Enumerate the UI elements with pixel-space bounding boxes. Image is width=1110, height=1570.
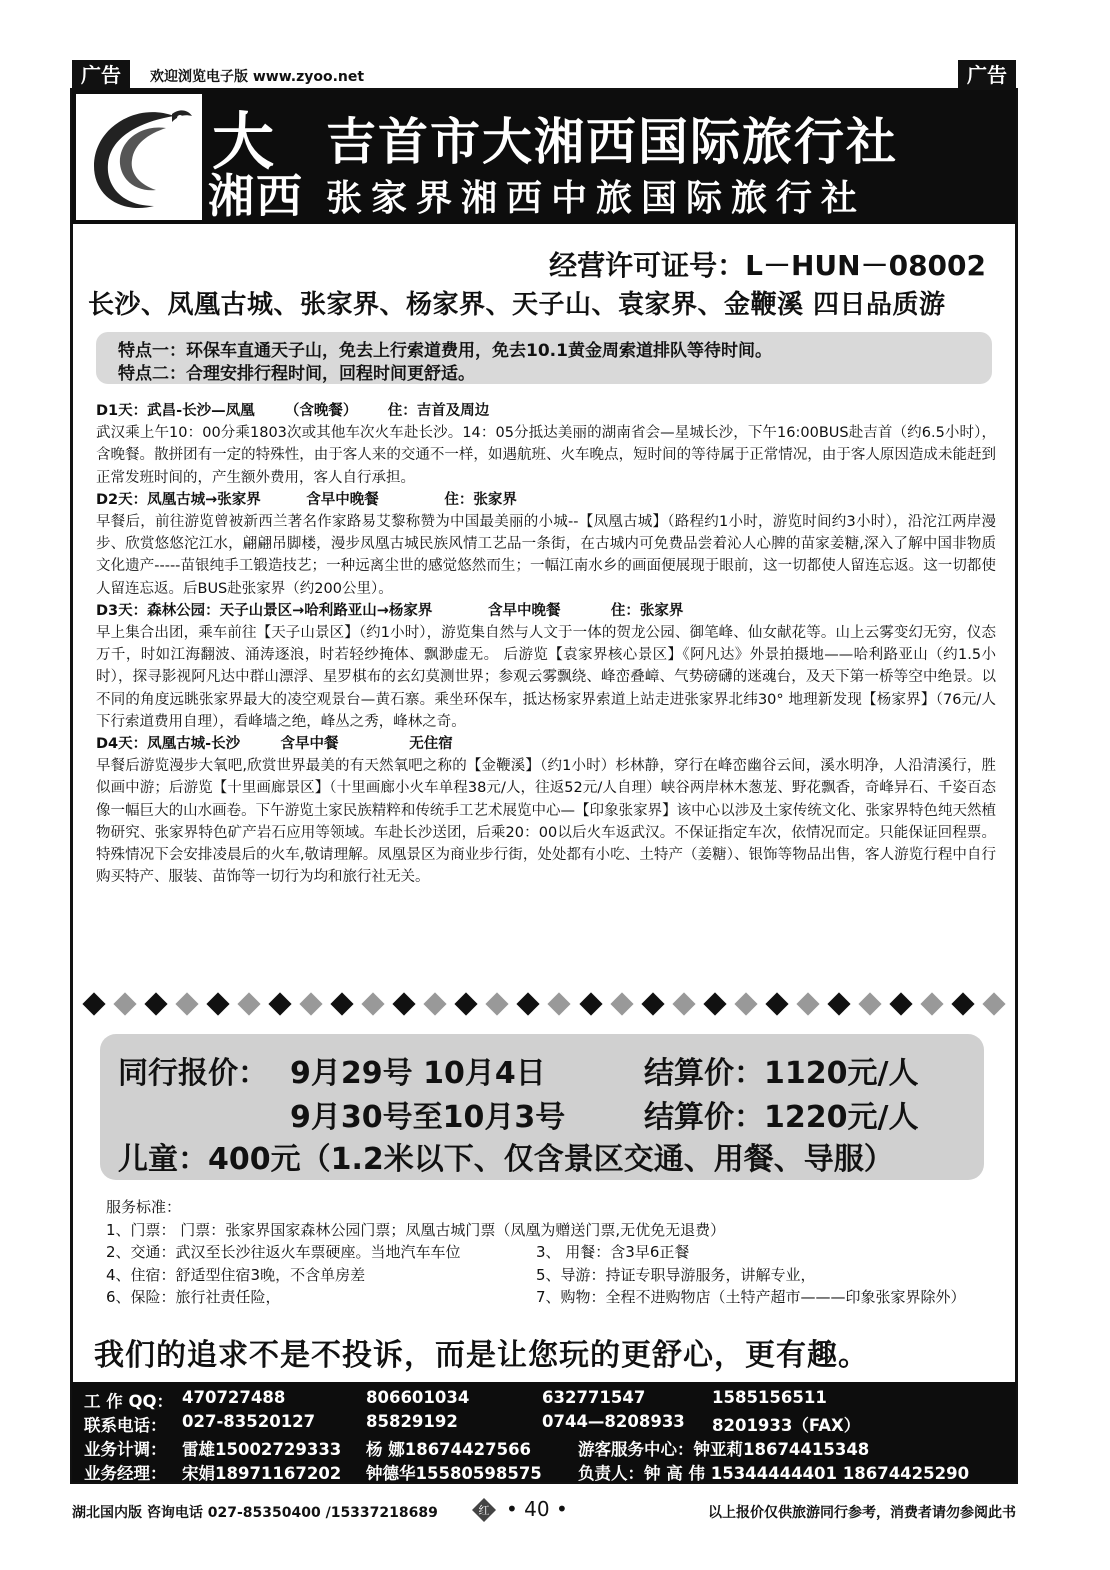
diamond-icon	[858, 992, 881, 1015]
features-box	[96, 332, 992, 384]
day-2-body: 早餐后，前往游览曾被新西兰著名作家路易艾黎称赞为中国最美丽的小城--【凤凰古城】（路程约1小时，游览时间约3小时），沿沱江两岸漫步、欣赏悠悠沱江水，翩翩吊脚楼，漫步凤凰古城民族风情工艺品一条街，在古城内可免费品尝着沁人心脾的苗家姜糖,深入了解中国非物质文化遗产-----苗银纯手工锻造技艺；一种远离尘世的感觉悠然而生；一幅江南水乡的画面便展现于眼前，这一切都使人留连忘返。这一切都使人留连忘返。后BUS赴张家界（约200公里）。	[96, 514, 996, 597]
tel-number[interactable]: 85829192	[366, 1412, 458, 1431]
contact-block	[72, 1382, 1016, 1482]
manager-contact[interactable]: 钟德华15580598575	[366, 1464, 542, 1483]
diamond-icon	[393, 992, 416, 1015]
diamond-divider	[84, 992, 1004, 1016]
diamond-icon	[610, 992, 633, 1015]
feature-1: 特点一：环保车直通天子山，免去上行索道费用，免去10.1黄金周索道排队等待时间。	[118, 341, 772, 361]
plan-label: 业务计调：	[84, 1440, 167, 1459]
service-item: 6、保险：旅行社责任险， 7、购物：全程不进购物店（土特产超市———印象张家界除外）	[106, 1288, 966, 1306]
day-1-body: 武汉乘上午10：00分乘1803次或其他车次火车赴长沙。14：05分抵达美丽的湖南省会—星城长沙，下午16:00BUS赴吉首（约6.5小时），含晚餐。散拼团有一定的特殊性，由于客人来的交通不一样，如遇航班、火车晚点，短时间的等待属于正常情况，由于客人原因造成未能赶到正常发班时间的，产生额外费用，客人自行承担。	[96, 425, 996, 486]
pricing-date-2: 9月30号至10月3号	[290, 1100, 566, 1135]
itinerary	[96, 400, 996, 888]
planner-contact[interactable]: 雷雄15002729333	[182, 1440, 342, 1459]
diamond-icon	[144, 992, 167, 1015]
manager-contact[interactable]: 宋娟18971167202	[182, 1464, 342, 1483]
diamond-icon	[424, 992, 447, 1015]
service-center-contact[interactable]: 游客服务中心：钟亚莉18674415348	[578, 1440, 870, 1459]
diamond-icon	[175, 992, 198, 1015]
agency-name-2: 张家界湘西中旅国际旅行社	[326, 178, 867, 219]
diamond-icon	[486, 992, 509, 1015]
seal-icon	[472, 1498, 496, 1522]
head-contact[interactable]: 负责人：钟 高 伟 15344444401 18674425290	[578, 1464, 970, 1483]
diamond-icon	[238, 992, 261, 1015]
pricing-price-1: 结算价：1120元/人	[644, 1056, 919, 1091]
logo-character-small: 湘西	[208, 169, 304, 223]
diamond-icon	[672, 992, 695, 1015]
diamond-icon	[207, 992, 230, 1015]
welcome-text[interactable]: 欢迎浏览电子版 www.zyoo.net	[150, 69, 365, 85]
pricing-label: 同行报价：	[118, 1056, 268, 1091]
pricing-child: 儿童：400元（1.2米以下、仅含景区交通、用餐、导服）	[118, 1142, 894, 1177]
agency-name-1: 吉首市大湘西国际旅行社	[326, 113, 898, 171]
pricing-date-1: 9月29号 10月4日	[290, 1056, 546, 1091]
diamond-icon	[455, 992, 478, 1015]
day-3-body: 早上集合出团，乘车前往【天子山景区】（约1小时），游览集自然与人文于一体的贺龙公园、御笔峰、仙女献花等。山上云雾变幻无穷，仪态万千，时如江海翻波、涌涛逐浪，时若轻纱掩体、飘渺虚无。 后游览【袁家界核心景区】《阿凡达》外景拍摄地——哈利路亚山（约1.5小时），探寻影视阿凡达中群山漂浮、星罗棋布的玄幻莫测世界；参观云雾飘绕、峰峦叠嶂、气势磅礴的迷魂台，及天下第一桥等空中绝景。以不同的角度远眺张家界最大的凌空观景台—黄石寨。乘坐环保车，抵达杨家界索道上站走进张家界北纬30° 地理新发现【杨家界】（76元/人下行索道费用自理），看峰墙之绝，峰丛之秀，峰林之奇。	[96, 625, 996, 730]
footer-right: 以上报价仅供旅游同行参考，消费者请勿参阅此书	[708, 1505, 1016, 1521]
qq-number[interactable]: 470727488	[182, 1388, 286, 1407]
ad-tag-left: 广告	[72, 60, 130, 90]
diamond-icon	[82, 992, 105, 1015]
logo-character-big: 大	[212, 105, 275, 178]
diamond-icon	[113, 992, 136, 1015]
qq-label: 工 作 QQ：	[84, 1392, 174, 1411]
diamond-icon	[889, 992, 912, 1015]
qq-number[interactable]: 806601034	[366, 1388, 470, 1407]
day-4-body: 早餐后游览漫步大氧吧,欣赏世界最美的有天然氧吧之称的【金鞭溪】（约1小时）杉林静，穿行在峰峦幽谷云间，溪水明净，人沿清溪行，胜似画中游；后游览【十里画廊景区】（十里画廊小火车单程38元/人，往返52元/人自理）峡谷两岸林木葱茏、野花飘香，奇峰异石、千姿百态像一幅巨大的山水画卷。下午游览土家民族精粹和传统手工艺术展览中心—【印象张家界】该中心以涉及土家传统文化、张家界特色纯天然植物研究、张家界特色矿产岩石应用等领域。车赴长沙送团，后乘20：00以后火车返武汉。不保证指定车次，依情况而定。只能保证回程票。特殊情况下会安排凌晨后的火车,敬请理解。凤凰景区为商业步行街，处处都有小吃、土特产（姜糖）、银饰等物品出售，客人游览行程中自行购买特产、服装、苗饰等一切行为均和旅行社无关。	[96, 758, 996, 886]
feature-2: 特点二：合理安排行程时间，回程时间更舒适。	[118, 364, 475, 384]
ad-tag-right: 广告	[958, 60, 1016, 90]
diamond-icon	[951, 992, 974, 1015]
license-number: 经营许可证号：L－HUN－08002	[549, 249, 986, 282]
diamond-icon	[703, 992, 726, 1015]
diamond-icon	[517, 992, 540, 1015]
day-2-heading: D2天：凤凰古城→张家界 含早中晚餐 住：张家界	[96, 491, 517, 508]
diamond-icon	[920, 992, 943, 1015]
fax-number[interactable]: 8201933（FAX）	[712, 1416, 861, 1435]
tel-label: 联系电话：	[84, 1416, 167, 1435]
diamond-icon	[796, 992, 819, 1015]
day-1-heading: D1天：武昌-长沙—凤凰 （含晚餐） 住：吉首及周边	[96, 403, 490, 419]
diamond-icon	[827, 992, 850, 1015]
manager-label: 业务经理：	[84, 1464, 167, 1483]
diamond-icon	[641, 992, 664, 1015]
diamond-icon	[579, 992, 602, 1015]
diamond-icon	[548, 992, 571, 1015]
diamond-icon	[300, 992, 323, 1015]
tel-number[interactable]: 027-83520127	[182, 1412, 316, 1431]
service-item: 2、交通：武汉至长沙往返火车票硬座。当地汽车车位 3、 用餐：含3早6正餐	[106, 1243, 690, 1261]
pricing-box	[100, 1034, 984, 1180]
service-title: 服务标准：	[106, 1198, 182, 1216]
slogan: 我们的追求不是不投诉，而是让您玩的更舒心，更有趣。	[94, 1338, 869, 1373]
day-4-heading: D4天：凤凰古城-长沙 含早中餐 无住宿	[96, 736, 453, 753]
service-item: 1、门票： 门票：张家界国家森林公园门票；凤凰古城门票（凤凰为赠送门票,无优免无退费）	[106, 1220, 726, 1239]
phoenix-logo-icon	[76, 94, 202, 220]
tel-number[interactable]: 0744—8208933	[542, 1412, 685, 1431]
service-standards	[106, 1196, 966, 1309]
service-item: 4、住宿：舒适型住宿3晚，不含单房差 5、导游：持证专职导游服务，讲解专业，	[106, 1265, 816, 1284]
seal-text: 红	[478, 1504, 490, 1517]
diamond-icon	[269, 992, 292, 1015]
diamond-icon	[331, 992, 354, 1015]
qq-number[interactable]: 1585156511	[712, 1388, 827, 1407]
diamond-icon	[982, 992, 1005, 1015]
footer-left: 湖北国内版 咨询电话 027-85350400 /15337218689	[72, 1505, 438, 1521]
diamond-icon	[734, 992, 757, 1015]
page-number: • 40 •	[506, 1497, 568, 1521]
route-title: 长沙、凤凰古城、张家界、杨家界、天子山、袁家界、金鞭溪 四日品质游	[88, 290, 946, 320]
planner-contact[interactable]: 杨 娜18674427566	[366, 1440, 532, 1459]
pricing-price-2: 结算价：1220元/人	[644, 1100, 919, 1135]
day-3-heading: D3天：森林公园：天子山景区→哈利路亚山→杨家界 含早中晚餐 住：张家界	[96, 602, 684, 619]
diamond-icon	[765, 992, 788, 1015]
qq-number[interactable]: 632771547	[542, 1388, 646, 1407]
diamond-icon	[362, 992, 385, 1015]
